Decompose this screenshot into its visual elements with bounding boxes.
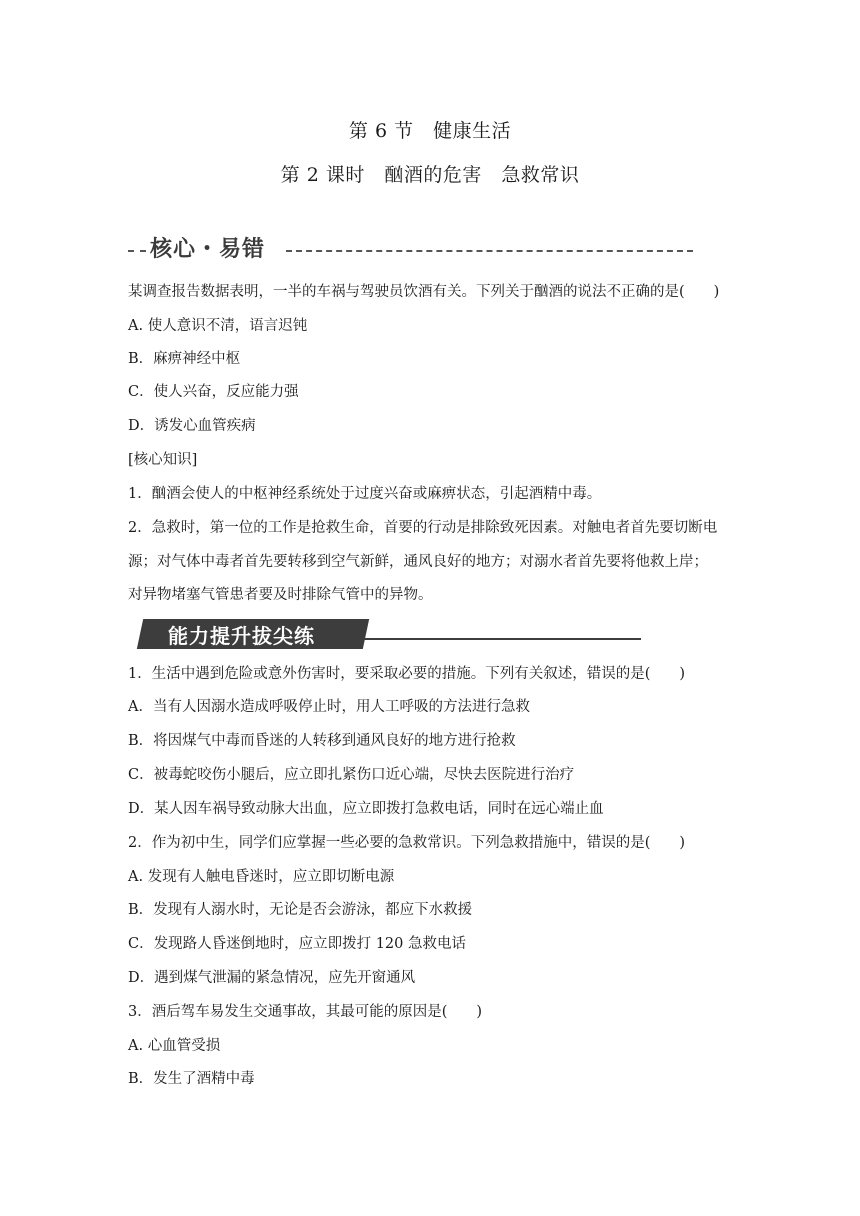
core-section-heading: 核心・易错 <box>150 237 266 262</box>
knowledge-item-2-end: 对异物堵塞气管患者要及时排除气管中的异物。 <box>128 587 433 603</box>
question-2-option-b: B．发现有人溺水时，无论是否会游泳，都应下水救援 <box>128 902 473 918</box>
knowledge-item-2-cont: 源；对气体中毒者首先要转移到空气新鲜，通风良好的地方；对溺水者首先要将他救上岸； <box>128 554 708 570</box>
question-2-option-a: A. 发现有人触电昏迷时，应立即切断电源 <box>128 869 395 885</box>
question-3-stem: 3．酒后驾车易发生交通事故，其最可能的原因是( ) <box>128 1004 483 1020</box>
knowledge-label: [核心知识] <box>128 452 198 468</box>
question-2-stem: 2．作为初中生，同学们应掌握一些必要的急救常识。下列急救措施中，错误的是( ) <box>128 835 686 851</box>
banner-lead-dash <box>128 250 146 252</box>
knowledge-item-2: 2．急救时，第一位的工作是抢救生命，首要的行动是排除致死因素。对触电者首先要切断电 <box>128 520 718 536</box>
section-title: 第 6 节 健康生活 <box>348 120 512 142</box>
question-1-option-d: D．某人因车祸导致动脉大出血，应立即拨打急救电话，同时在远心端止血 <box>128 801 604 817</box>
core-section-banner <box>128 232 693 268</box>
question-2-option-d: D．遇到煤气泄漏的紧急情况，应先开窗通风 <box>128 970 416 986</box>
banner-dashed-rule <box>286 250 693 252</box>
question-3-option-a: A. 心血管受损 <box>128 1038 221 1054</box>
banner-solid-rule <box>360 638 641 640</box>
core-question: 某调查报告数据表明，一半的车祸与驾驶员饮酒有关。下列关于酗酒的说法不正确的是( ) <box>128 284 720 300</box>
knowledge-item-1: 1．酗酒会使人的中枢神经系统处于过度兴奋或麻痹状态，引起酒精中毒。 <box>128 486 602 502</box>
practice-section-heading: 能力提升拔尖练 <box>168 624 315 648</box>
core-option-a: A. 使人意识不清，语言迟钝 <box>128 318 308 334</box>
question-1-stem: 1．生活中遇到危险或意外伤害时，要采取必要的措施。下列有关叙述，错误的是( ) <box>128 666 686 682</box>
core-option-b: B．麻痹神经中枢 <box>128 351 241 367</box>
lesson-title: 第 2 课时 酗酒的危害 急救常识 <box>280 164 580 186</box>
core-option-d: D．诱发心血管疾病 <box>128 418 256 434</box>
question-2-option-c: C．发现路人昏迷倒地时，应立即拨打 120 急救电话 <box>128 936 466 952</box>
core-option-c: C．使人兴奋，反应能力强 <box>128 384 299 400</box>
question-1-option-c: C．被毒蛇咬伤小腿后，应立即扎紧伤口近心端，尽快去医院进行治疗 <box>128 767 575 783</box>
question-3-option-b: B．发生了酒精中毒 <box>128 1071 255 1087</box>
question-1-option-a: A．当有人因溺水造成呼吸停止时，用人工呼吸的方法进行急救 <box>128 699 530 715</box>
question-1-option-b: B．将因煤气中毒而昏迷的人转移到通风良好的地方进行抢救 <box>128 733 516 749</box>
practice-section-banner <box>128 618 641 652</box>
